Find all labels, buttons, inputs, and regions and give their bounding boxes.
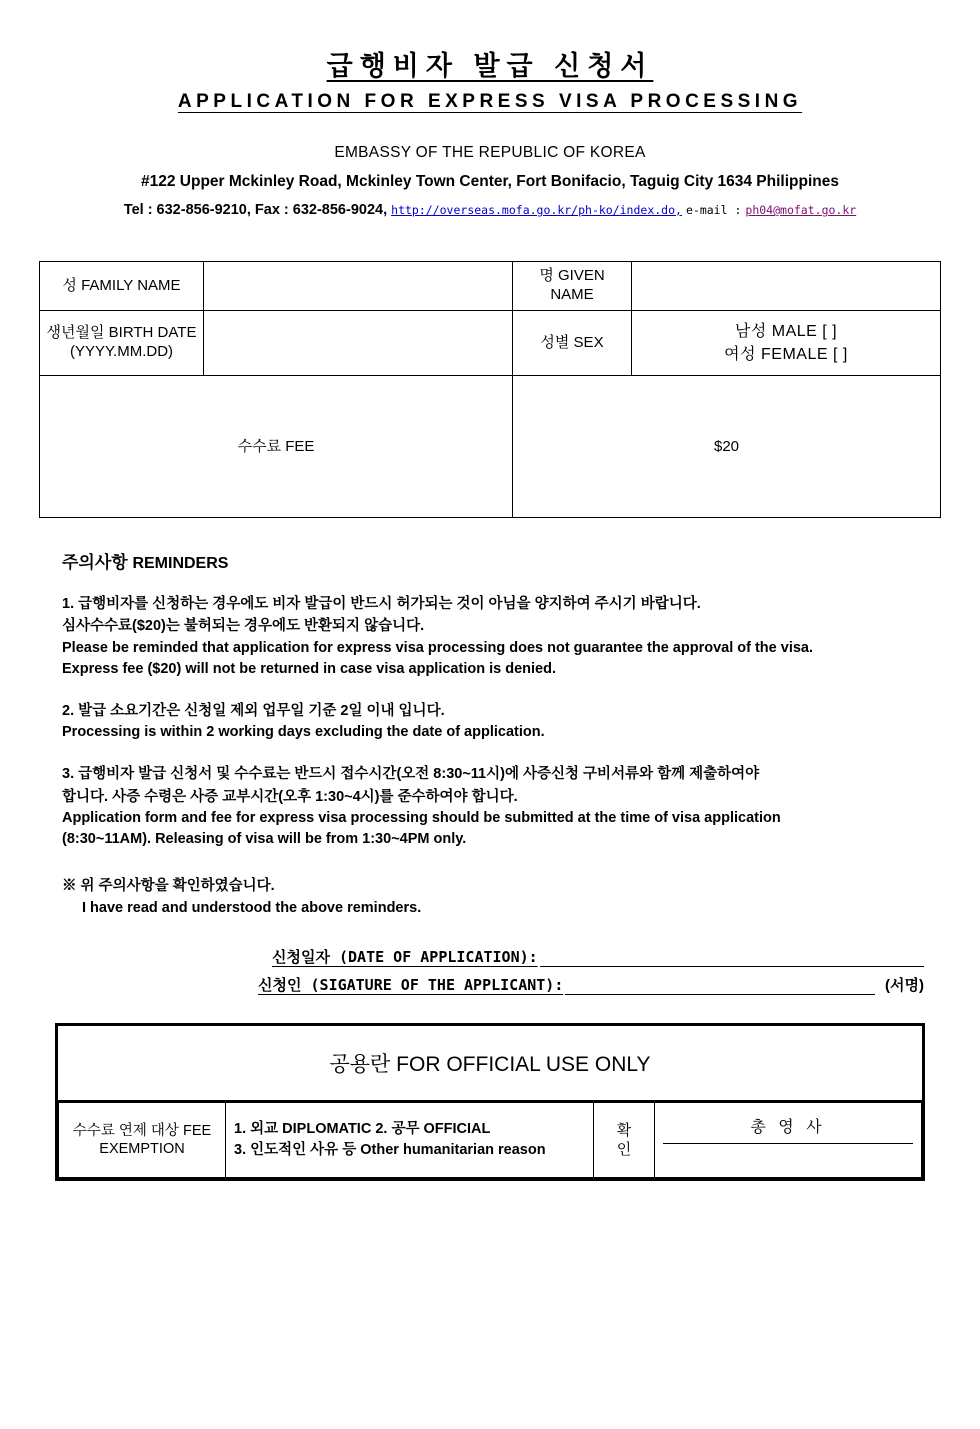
embassy-address: #122 Upper Mckinley Road, Mckinley Town Center, Fort Bonifacio, Taguig City 1634 Philippines [141, 173, 839, 190]
sex-label: 성별 SEX [513, 311, 632, 376]
reminder-3-ko-line1: 3. 급행비자 발급 신청서 및 수수료는 반드시 접수시간(오전 8:30~11시)에 사증신청 구비서류와 함께 제출하여야 [62, 766, 760, 783]
embassy-email-link[interactable]: ph04@mofat.go.kr [745, 203, 857, 217]
reminder-2-ko-line1: 2. 발급 소요기간은 신청일 제외 업무일 기준 2일 이내 입니다. [62, 702, 445, 719]
reminder-3-en-line1: Application form and fee for express visa processing should be submitted at the time of visa application [62, 810, 781, 827]
reminder-1-en-line1: Please be reminded that application for express visa processing does not guarantee the approval of the visa. [62, 639, 813, 656]
consul-general-signature-field[interactable] [663, 1144, 913, 1172]
reminders-section [0, 548, 980, 916]
fee-exemption-reason-line2[interactable]: 3. 인도적인 사유 등 Other humanitarian reason [234, 1142, 546, 1159]
fee-exemption-reason-line1[interactable]: 1. 외교 DIPLOMATIC 2. 공무 OFFICIAL [234, 1120, 491, 1137]
reminder-1-en-line2: Express fee ($20) will not be returned in case visa application is denied. [62, 660, 556, 677]
embassy-phone-fax: Tel : 632-856-9210, Fax : 632-856-9024, [123, 202, 388, 218]
date-of-application-input[interactable] [540, 948, 924, 967]
fee-exemption-label: 수수료 연제 대상 FEE EXEMPTION [59, 1103, 226, 1178]
table-row-name [40, 262, 941, 311]
reminder-item-2 [62, 700, 922, 743]
consul-general-label: 총 영 사 [663, 1108, 913, 1144]
reminder-3-en-line2: (8:30~11AM). Releasing of visa will be from 1:30~4PM only. [62, 831, 467, 848]
reminder-1-ko-line2: 심사수수료($20)는 불허되는 경우에도 반환되지 않습니다. [62, 618, 425, 635]
acknowledgement-en: I have read and understood the above reminders. [82, 900, 422, 917]
family-name-label: 성 FAMILY NAME [40, 262, 204, 311]
fee-label: 수수료 FEE [40, 376, 513, 518]
official-use-grid [58, 1102, 922, 1178]
fee-exemption-reasons[interactable] [226, 1103, 594, 1178]
table-row-birth-sex [40, 311, 941, 376]
signature-suffix: (서명) [885, 977, 924, 995]
page-title-korean: 급행비자 발급 신청서 [326, 51, 654, 81]
embassy-website-link[interactable]: http://overseas.mofa.go.kr/ph-ko/index.do, [391, 203, 682, 217]
confirmation-label-char2: 인 [616, 1141, 632, 1159]
reminders-heading-en: REMINDERS [132, 555, 229, 572]
given-name-field[interactable] [632, 262, 941, 311]
reminder-2-en-line1: Processing is within 2 working days excluding the date of application. [62, 724, 545, 741]
fee-amount: $20 [513, 376, 941, 518]
reminders-heading [62, 548, 922, 573]
family-name-field[interactable] [204, 262, 513, 311]
sex-options[interactable] [632, 311, 941, 376]
signature-of-applicant-row [62, 974, 924, 995]
sex-option-female[interactable]: 여성 FEMALE [ ] [724, 346, 848, 363]
birth-date-field[interactable] [204, 311, 513, 376]
confirmation-label-char1: 확 [616, 1121, 632, 1139]
given-name-label: 명 GIVEN NAME [513, 262, 632, 311]
sex-option-male[interactable]: 남성 MALE [ ] [734, 322, 838, 340]
reminder-item-3 [62, 763, 922, 850]
official-use-title: 공용란 FOR OFFICIAL USE ONLY [58, 1026, 922, 1102]
signature-section [0, 946, 980, 995]
embassy-name: EMBASSY OF THE REPUBLIC OF KOREA [334, 144, 646, 161]
signature-of-applicant-label: 신청인 (SIGATURE OF THE APPLICANT): [258, 976, 564, 995]
consul-general-cell [655, 1103, 922, 1178]
reminder-item-1 [62, 593, 922, 680]
applicant-info-table [39, 261, 941, 518]
official-use-box [55, 1023, 925, 1181]
reminder-3-ko-line2: 합니다. 사증 수령은 사증 교부시간(오후 1:30~4시)를 준수하여야 합니다. [62, 788, 518, 805]
confirmation-label [594, 1103, 655, 1178]
table-row-fee [40, 376, 941, 518]
acknowledgement-ko: ※ 위 주의사항을 확인하였습니다. [62, 878, 275, 895]
email-label: e-mail : [685, 203, 742, 217]
reminder-1-ko-line1: 1. 급행비자를 신청하는 경우에도 비자 발급이 반드시 허가되는 것이 아님을 양지하여 주시기 바랍니다. [62, 596, 701, 612]
date-of-application-row [62, 946, 924, 967]
signature-of-applicant-input[interactable] [565, 976, 875, 995]
reminders-heading-ko: 주의사항 [62, 553, 128, 572]
date-of-application-label: 신청일자 (DATE OF APPLICATION): [272, 948, 538, 967]
embassy-contact [0, 202, 980, 218]
birth-date-label: 생년월일 BIRTH DATE (YYYY.MM.DD) [40, 311, 204, 376]
table-row-fee-exemption [59, 1103, 922, 1178]
page-title-english: APPLICATION FOR EXPRESS VISA PROCESSING [177, 91, 803, 112]
document-page [0, 44, 980, 1429]
